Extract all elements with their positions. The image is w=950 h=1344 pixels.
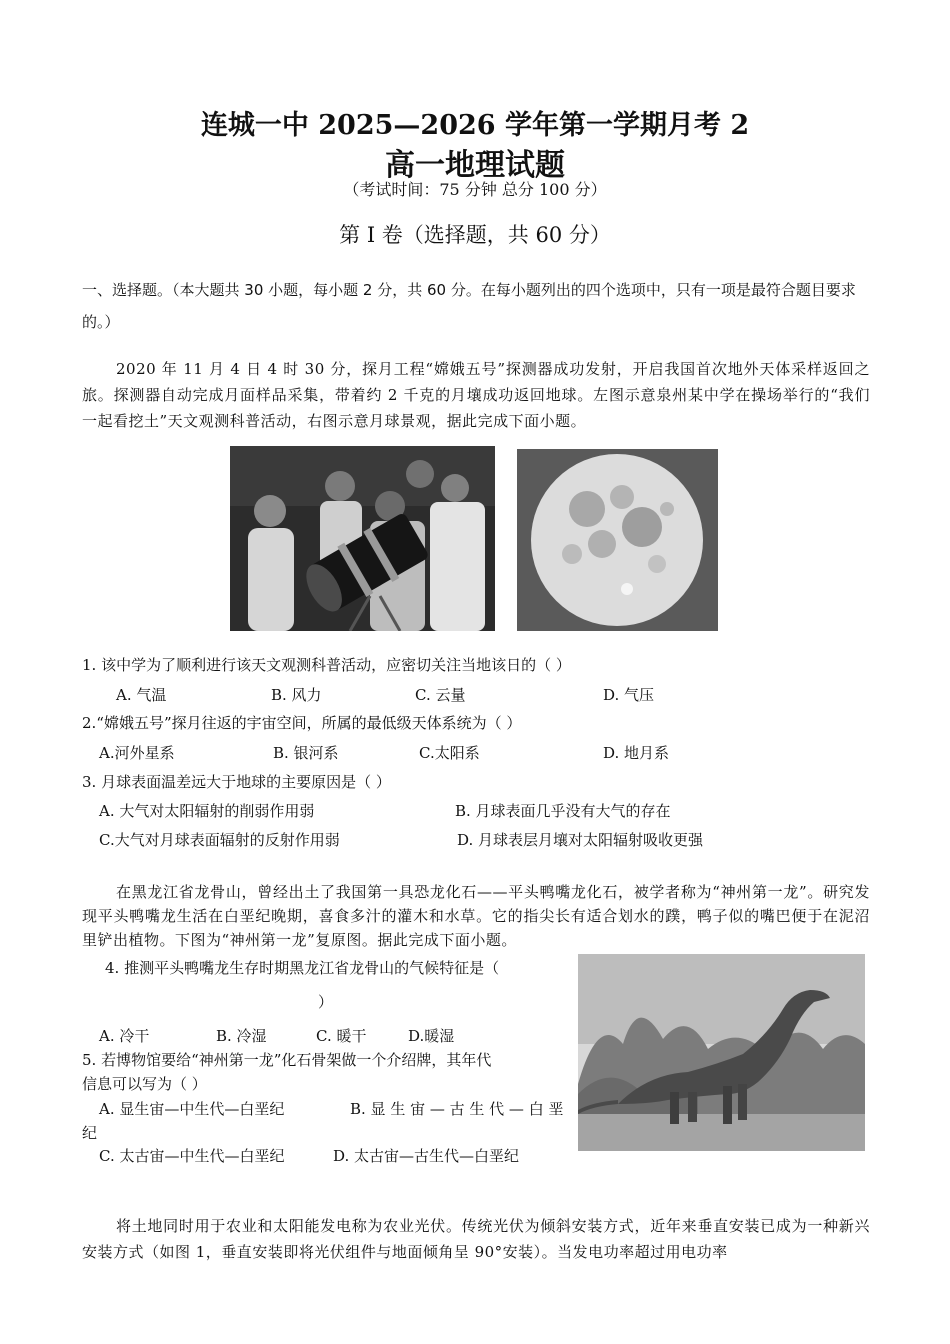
question-2-option-c[interactable]: C.太阳系: [419, 744, 480, 762]
question-1-option-d[interactable]: D. 气压: [603, 686, 655, 704]
question-5-option-a[interactable]: A. 显生宙—中生代—白垩纪: [99, 1100, 285, 1118]
question-5-stem: 5. 若博物馆要给“神州第一龙”化石骨架做一个介绍牌，其年代: [82, 1051, 492, 1069]
moon-photo: [517, 449, 718, 631]
question-4-stem-end: ）: [318, 993, 334, 1011]
question-4-option-a[interactable]: A. 冷干: [99, 1027, 150, 1045]
question-3-option-d[interactable]: D. 月球表层月壤对太阳辐射吸收更强: [457, 831, 704, 849]
passage-chang-e-5: 2020 年 11 月 4 日 4 时 30 分，探月工程“嫦娥五号”探测器成功发射，开启我国首次地外天体采样返回之旅。探测器自动完成月面样品采集，带着约 2 千克的月壤成功返回地球。左图示意泉州某中学在操场举行的“我们一起看挖土”天文观测科普活动，右图示意月球景观，据此完成下面小题。: [82, 360, 870, 430]
question-4-option-c[interactable]: C. 暖干: [316, 1027, 367, 1045]
question-5-option-d[interactable]: D. 太古宙—古生代—白垩纪: [333, 1147, 520, 1165]
question-3-stem: 3. 月球表面温差远大于地球的主要原因是（ ）: [82, 773, 391, 791]
question-2-stem: 2.“嫦娥五号”探月往返的宇宙空间，所属的最低级天体系统为（ ）: [82, 714, 522, 732]
question-4-option-b[interactable]: B. 冷湿: [216, 1027, 267, 1045]
section-heading: 一、选择题。（本大题共 30 小题，每小题 2 分，共 60 分。在每小题列出的四个选项中，只有一项是最符合题目要求的。）: [82, 281, 856, 331]
question-3-option-b[interactable]: B. 月球表面几乎没有大气的存在: [455, 802, 671, 820]
question-3-option-a[interactable]: A. 大气对太阳辐射的削弱作用弱: [99, 802, 315, 820]
question-1-option-c[interactable]: C. 云量: [415, 686, 466, 704]
question-4-stem: 4. 推测平头鸭嘴龙生存时期黑龙江省龙骨山的气候特征是（: [105, 959, 500, 977]
question-5-option-c[interactable]: C. 太古宙—中生代—白垩纪: [99, 1147, 285, 1165]
dinosaur-reconstruction-photo: [578, 954, 865, 1151]
passage-dinosaur: 在黑龙江省龙骨山，曾经出土了我国第一具恐龙化石——平头鸭嘴龙化石，被学者称为“神州第一龙”。研究发现平头鸭嘴龙生活在白垩纪晚期，喜食多汁的灌木和水草。它的指尖长有适合划水的蹼，鸭子似的嘴巴便于在泥沼里铲出植物。下图为“神州第一龙”复原图。据此完成下面小题。: [82, 883, 870, 949]
passage-agrivoltaics: 将土地同时用于农业和太阳能发电称为农业光伏。传统光伏为倾斜安装方式，近年来垂直安装已成为一种新兴安装方式（如图 1，垂直安装即将光伏组件与地面倾角呈 90°安装）。当发电功率超过用电功率: [82, 1217, 870, 1261]
question-2-option-d[interactable]: D. 地月系: [603, 744, 670, 762]
exam-title: 连城一中 2025—2026 学年第一学期月考 2: [200, 110, 750, 141]
question-3-option-c[interactable]: C.大气对月球表面辐射的反射作用弱: [99, 831, 340, 849]
question-2-option-a[interactable]: A.河外星系: [99, 744, 175, 762]
question-5-option-b-continued: 纪: [82, 1124, 98, 1142]
question-1-stem: 1. 该中学为了顺利进行该天文观测科普活动，应密切关注当地该日的（ ）: [82, 656, 571, 674]
part-title: 第 I 卷（选择题，共 60 分）: [339, 223, 611, 247]
question-4-option-d[interactable]: D.暖湿: [408, 1027, 455, 1045]
question-5-option-b[interactable]: B. 显 生 宙 — 古 生 代 — 白 垩: [350, 1100, 564, 1118]
exam-subject-title: 高一地理试题: [385, 148, 565, 183]
question-2-option-b[interactable]: B. 银河系: [273, 744, 339, 762]
question-1-option-b[interactable]: B. 风力: [271, 686, 322, 704]
exam-time-info: （考试时间：75 分钟 总分 100 分）: [343, 180, 607, 199]
question-5-stem-line2: 信息可以写为（ ）: [82, 1075, 207, 1093]
students-telescope-photo: [230, 446, 495, 631]
question-1-option-a[interactable]: A. 气温: [116, 686, 167, 704]
